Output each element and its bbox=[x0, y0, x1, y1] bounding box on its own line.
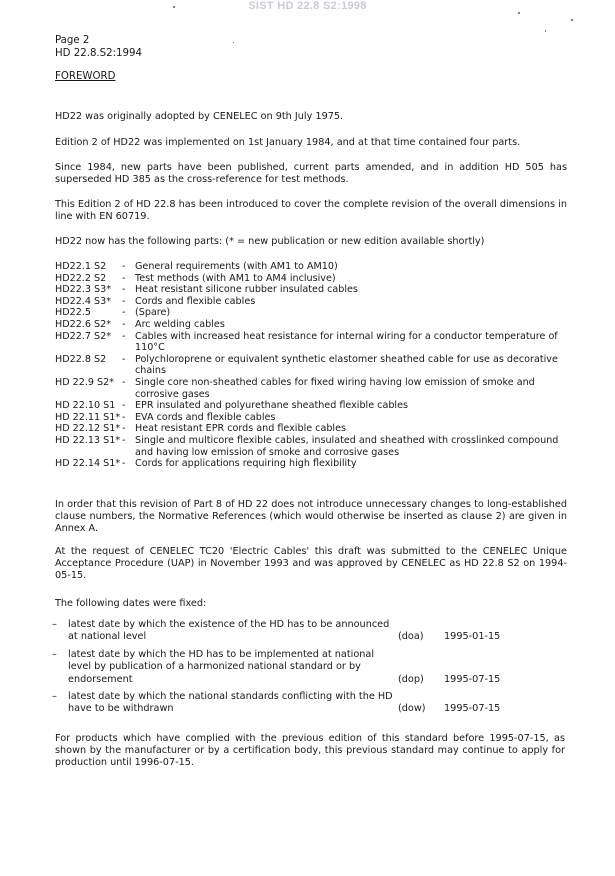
part-dash: - bbox=[122, 318, 126, 330]
section-heading: FOREWORD bbox=[55, 71, 116, 82]
part-dash: - bbox=[122, 423, 126, 435]
part-description: EVA cords and flexible cables bbox=[135, 411, 276, 423]
date-value: 1995-07-15 bbox=[444, 673, 501, 685]
scan-speck bbox=[233, 42, 234, 43]
part-code: HD 22.13 S1* bbox=[55, 434, 121, 446]
part-row bbox=[55, 331, 570, 354]
date-bullet: – bbox=[52, 648, 57, 660]
dates-list bbox=[52, 619, 572, 721]
part-row bbox=[55, 435, 570, 458]
part-row bbox=[55, 412, 570, 424]
part-description: Cables with increased heat resistance for internal wiring for a conductor temperature of 110°C bbox=[135, 330, 558, 354]
part-code: HD22.1 S2 bbox=[55, 261, 107, 272]
part-code: HD22.4 S3* bbox=[55, 295, 112, 307]
paragraph: HD22 was originally adopted by CENELEC on 9th July 1975. bbox=[55, 111, 344, 122]
part-dash: - bbox=[122, 434, 126, 446]
part-description: General requirements (with AM1 to AM10) bbox=[135, 261, 338, 272]
part-dash: - bbox=[122, 272, 126, 284]
date-row bbox=[52, 649, 572, 686]
page-label: Page 2 bbox=[55, 35, 90, 46]
part-row bbox=[55, 400, 570, 412]
date-bullet: – bbox=[52, 691, 57, 703]
part-description: Arc welding cables bbox=[135, 318, 225, 330]
part-description: Test methods (with AM1 to AM4 inclusive) bbox=[135, 272, 336, 284]
part-code: HD 22.10 S1 bbox=[55, 400, 116, 412]
part-dash: - bbox=[122, 411, 126, 423]
scan-speck bbox=[518, 12, 520, 14]
part-dash: - bbox=[122, 261, 126, 272]
part-dash: - bbox=[122, 284, 126, 296]
part-row bbox=[55, 458, 570, 470]
part-code: HD22.3 S3* bbox=[55, 284, 112, 296]
scan-speck bbox=[545, 30, 546, 32]
part-code: HD 22.11 S1* bbox=[55, 411, 121, 423]
part-dash: - bbox=[122, 376, 126, 388]
part-dash: - bbox=[122, 307, 126, 319]
part-code: HD 22.12 S1* bbox=[55, 423, 121, 435]
date-text: latest date by which the national standards conflicting with the HD have to be withdrawn bbox=[68, 691, 393, 715]
date-value: 1995-01-15 bbox=[444, 631, 501, 643]
part-row bbox=[55, 354, 570, 377]
part-row bbox=[55, 377, 570, 400]
scan-speck bbox=[571, 19, 573, 21]
part-row bbox=[55, 423, 570, 435]
date-row bbox=[52, 691, 572, 716]
paragraph: For products which have complied with the previous edition of this standard before 1995-07-15, as shown by the manufacturer or by a certification body, this previous standard may continue to apply for production until 1996-07-15. bbox=[55, 733, 565, 769]
parts-list bbox=[55, 261, 570, 470]
date-code: (dop) bbox=[398, 673, 424, 685]
date-text: latest date by which the existence of the HD has to be announced at national level bbox=[68, 619, 390, 643]
paragraph: Since 1984, new parts have been published, current parts amended, and in addition HD 505 has superseded HD 385 as the cross-reference for test methods. bbox=[55, 162, 567, 186]
part-description: EPR insulated and polyurethane sheathed flexible cables bbox=[135, 400, 408, 412]
part-description: Cords for applications requiring high flexibility bbox=[135, 458, 357, 470]
watermark: SIST HD 22.8 S2:1998 bbox=[248, 0, 367, 12]
part-code: HD22.5 bbox=[55, 307, 91, 319]
part-dash: - bbox=[122, 400, 126, 412]
part-row bbox=[55, 284, 570, 296]
scan-speck bbox=[173, 6, 175, 8]
page-header bbox=[55, 34, 142, 60]
document-reference: HD 22.8.S2:1994 bbox=[55, 48, 142, 59]
part-row bbox=[55, 319, 570, 331]
part-row bbox=[55, 273, 570, 285]
part-dash: - bbox=[122, 330, 126, 342]
paragraph: At the request of CENELEC TC20 'Electric Cables' this draft was submitted to the CENELEC Unique Acceptance Procedure (UAP) in November 1993 and was approved by CENELEC as HD 22.8 S2 on 1994-05-15. bbox=[55, 546, 567, 582]
date-value: 1995-07-15 bbox=[444, 703, 501, 715]
part-dash: - bbox=[122, 353, 126, 365]
part-code: HD22.8 S2 bbox=[55, 353, 107, 365]
part-row bbox=[55, 261, 570, 273]
part-dash: - bbox=[122, 458, 126, 470]
paragraph: The following dates were fixed: bbox=[55, 598, 207, 609]
date-row bbox=[52, 619, 572, 644]
part-code: HD 22.9 S2* bbox=[55, 376, 115, 388]
part-row bbox=[55, 296, 570, 308]
part-dash: - bbox=[122, 295, 126, 307]
date-code: (dow) bbox=[398, 703, 426, 715]
date-text: latest date by which the HD has to be implemented at national level by publication of a harmonized national standard or by endorsement bbox=[68, 648, 375, 685]
paragraph: In order that this revision of Part 8 of HD 22 does not introduce unnecessary changes to long-established clause numbers, the Normative References (which would otherwise be inserted as clause 2) are given in Annex A. bbox=[55, 499, 567, 535]
part-code: HD22.7 S2* bbox=[55, 330, 112, 342]
part-description: Single core non-sheathed cables for fixed wiring having low emission of smoke and corrosive gases bbox=[135, 376, 535, 400]
part-description: Heat resistant silicone rubber insulated cables bbox=[135, 284, 358, 296]
paragraph: Edition 2 of HD22 was implemented on 1st January 1984, and at that time contained four parts. bbox=[55, 137, 521, 148]
part-description: Cords and flexible cables bbox=[135, 295, 256, 307]
part-description: Polychloroprene or equivalent synthetic elastomer sheathed cable for use as decorative chains bbox=[135, 353, 558, 377]
date-code: (doa) bbox=[398, 631, 424, 643]
part-row bbox=[55, 307, 570, 319]
part-description: Heat resistant EPR cords and flexible cables bbox=[135, 423, 346, 435]
part-code: HD22.6 S2* bbox=[55, 318, 112, 330]
paragraph: This Edition 2 of HD 22.8 has been introduced to cover the complete revision of the overall dimensions in line with EN 60719. bbox=[55, 199, 567, 223]
date-bullet: – bbox=[52, 619, 57, 630]
part-description: Single and multicore flexible cables, insulated and sheathed with crosslinked compound and having low emission of smoke and corrosive gases bbox=[135, 434, 559, 458]
part-description: (Spare) bbox=[135, 307, 171, 319]
part-code: HD22.2 S2 bbox=[55, 272, 107, 284]
part-code: HD 22.14 S1* bbox=[55, 458, 121, 470]
paragraph: HD22 now has the following parts: (* = new publication or new edition available shortly) bbox=[55, 236, 485, 247]
